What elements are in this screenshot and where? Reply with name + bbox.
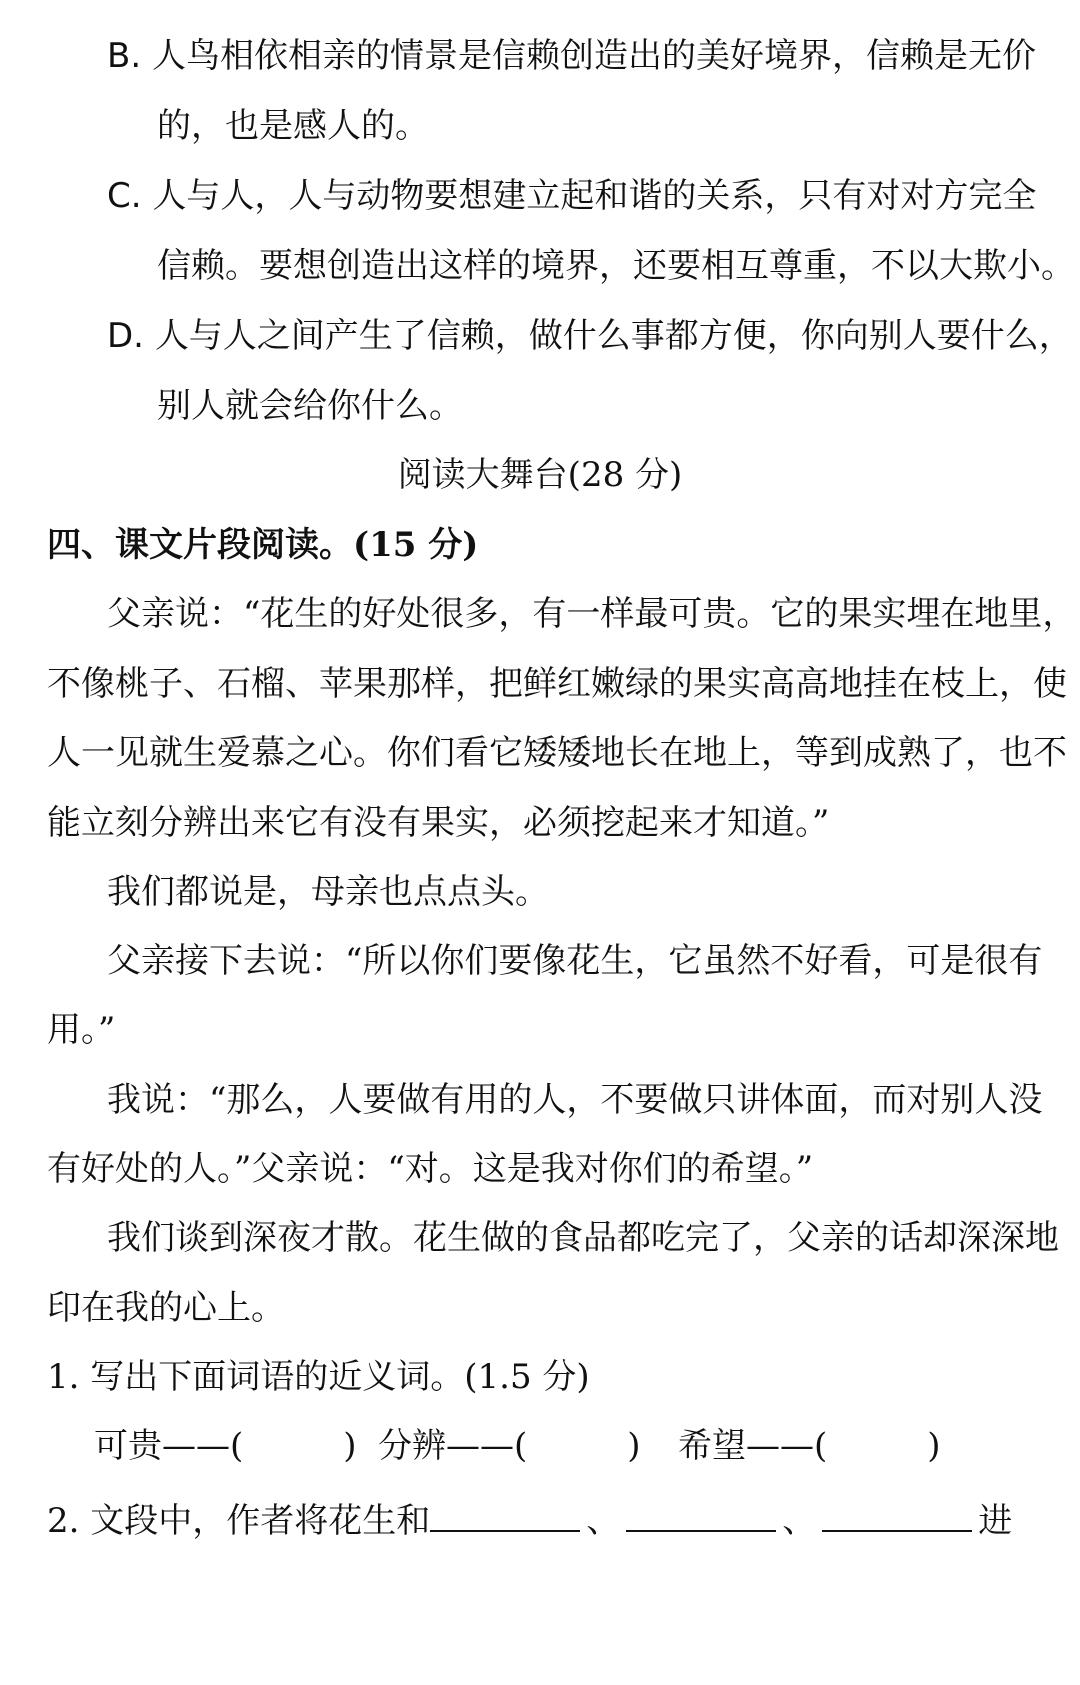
synonym-item-3: 希望——( ) [678, 1426, 941, 1466]
question-2-text: 2. 文段中，作者将花生和 、 、 进 [47, 1494, 1012, 1543]
question-1-text: 1. 写出下面词语的近义词。(1.5 分) [47, 1357, 590, 1397]
passage-line: 用。” [47, 1010, 116, 1050]
option-b-line2: 的，也是感人的。 [157, 106, 429, 146]
passage-line: 父亲接下去说：“所以你们要像花生，它虽然不好看，可是很有 [107, 941, 1043, 981]
option-b-label: B. [107, 36, 142, 76]
synonym-item-1: 可贵——( ) [94, 1426, 357, 1466]
option-d-line2: 别人就会给你什么。 [157, 386, 463, 426]
option-c-line2: 信赖。要想创造出这样的境界，还要相互尊重，不以大欺小。 [157, 246, 1075, 286]
synonym-item-2: 分辨——( ) [378, 1426, 641, 1466]
passage-line: 我们谈到深夜才散。花生做的食品都吃完了，父亲的话却深深地 [107, 1218, 1059, 1258]
passage-line: 不像桃子、石榴、苹果那样，把鲜红嫩绿的果实高高地挂在枝上，使 [47, 664, 1067, 704]
option-c-label: C. [107, 176, 142, 216]
option-d-line1: D. 人与人之间产生了信赖，做什么事都方便，你向别人要什么， [107, 316, 1073, 356]
option-b-line1: B. 人鸟相依相亲的情景是信赖创造出的美好境界，信赖是无价 [107, 36, 1036, 76]
passage-line: 能立刻分辨出来它有没有果实，必须挖起来才知道。” [47, 803, 830, 843]
passage-line: 我说：“那么，人要做有用的人，不要做只讲体面，而对别人没 [107, 1080, 1043, 1120]
passage-line: 我们都说是，母亲也点点头。 [107, 872, 549, 912]
fill-blank-3[interactable] [822, 1494, 972, 1532]
passage-line: 父亲说：“花生的好处很多，有一样最可贵。它的果实埋在地里， [107, 594, 1077, 634]
fill-blank-2[interactable] [626, 1494, 776, 1532]
section-title: 阅读大舞台(28 分) [397, 455, 683, 495]
passage-line: 人一见就生爱慕之心。你们看它矮矮地长在地上，等到成熟了，也不 [47, 733, 1067, 773]
option-c-line1: C. 人与人，人与动物要想建立起和谐的关系，只有对对方完全 [107, 176, 1037, 216]
fill-blank-1[interactable] [430, 1494, 580, 1532]
passage-line: 印在我的心上。 [47, 1288, 285, 1328]
passage-line: 有好处的人。”父亲说：“对。这是我对你们的希望。” [47, 1149, 814, 1189]
option-d-label: D. [107, 316, 144, 356]
section-4-heading: 四、课文片段阅读。(15 分) [47, 525, 479, 565]
